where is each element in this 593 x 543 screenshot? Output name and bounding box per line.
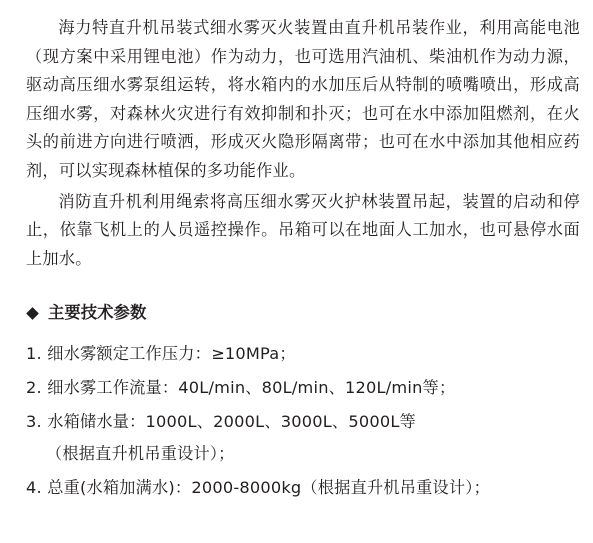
param-item-total-weight: 4. 总重(水箱加满水)：2000-8000kg（根据直升机吊重设计）； bbox=[26, 478, 490, 498]
param-item-tank-note: （根据直升机吊重设计）； bbox=[46, 444, 235, 464]
param-item-flow: 2. 细水雾工作流量：40L/min、80L/min、120L/min等； bbox=[26, 378, 456, 398]
document-page bbox=[26, 14, 580, 499]
section-heading bbox=[26, 301, 580, 325]
section-heading-text: 主要技术参数 bbox=[48, 303, 147, 323]
param-item-tank-capacity: 3. 水箱储水量：1000L、2000L、3000L、5000L等 bbox=[26, 412, 416, 432]
intro-paragraph: 海力特直升机吊装式细水雾灭火装置由直升机吊装作业，利用高能电池（现方案中采用锂电池）作为动力，也可选用汽油机、柴油机作为动力源，驱动高压细水雾泵组运转，将水箱内的水加压后从特制的喷嘴喷出，形成高压细水雾，对森林火灾进行有效抑制和扑灭；也可在水中添加阻燃剂，在火头的前进方向进行喷洒，形成灭火隐形隔离带；也可在水中添加其他相应药剂，可以实现森林植保的多功能作业。 bbox=[26, 18, 580, 180]
diamond-bullet-icon bbox=[26, 307, 39, 320]
operation-paragraph: 消防直升机利用绳索将高压细水雾灭火护林装置吊起，装置的启动和停止，依靠飞机上的人员遥控操作。吊箱可以在地面人工加水，也可悬停水面上加水。 bbox=[26, 191, 580, 268]
param-item-pressure: 1. 细水雾额定工作压力：≥10MPa； bbox=[26, 344, 296, 364]
parameter-list bbox=[26, 343, 580, 499]
